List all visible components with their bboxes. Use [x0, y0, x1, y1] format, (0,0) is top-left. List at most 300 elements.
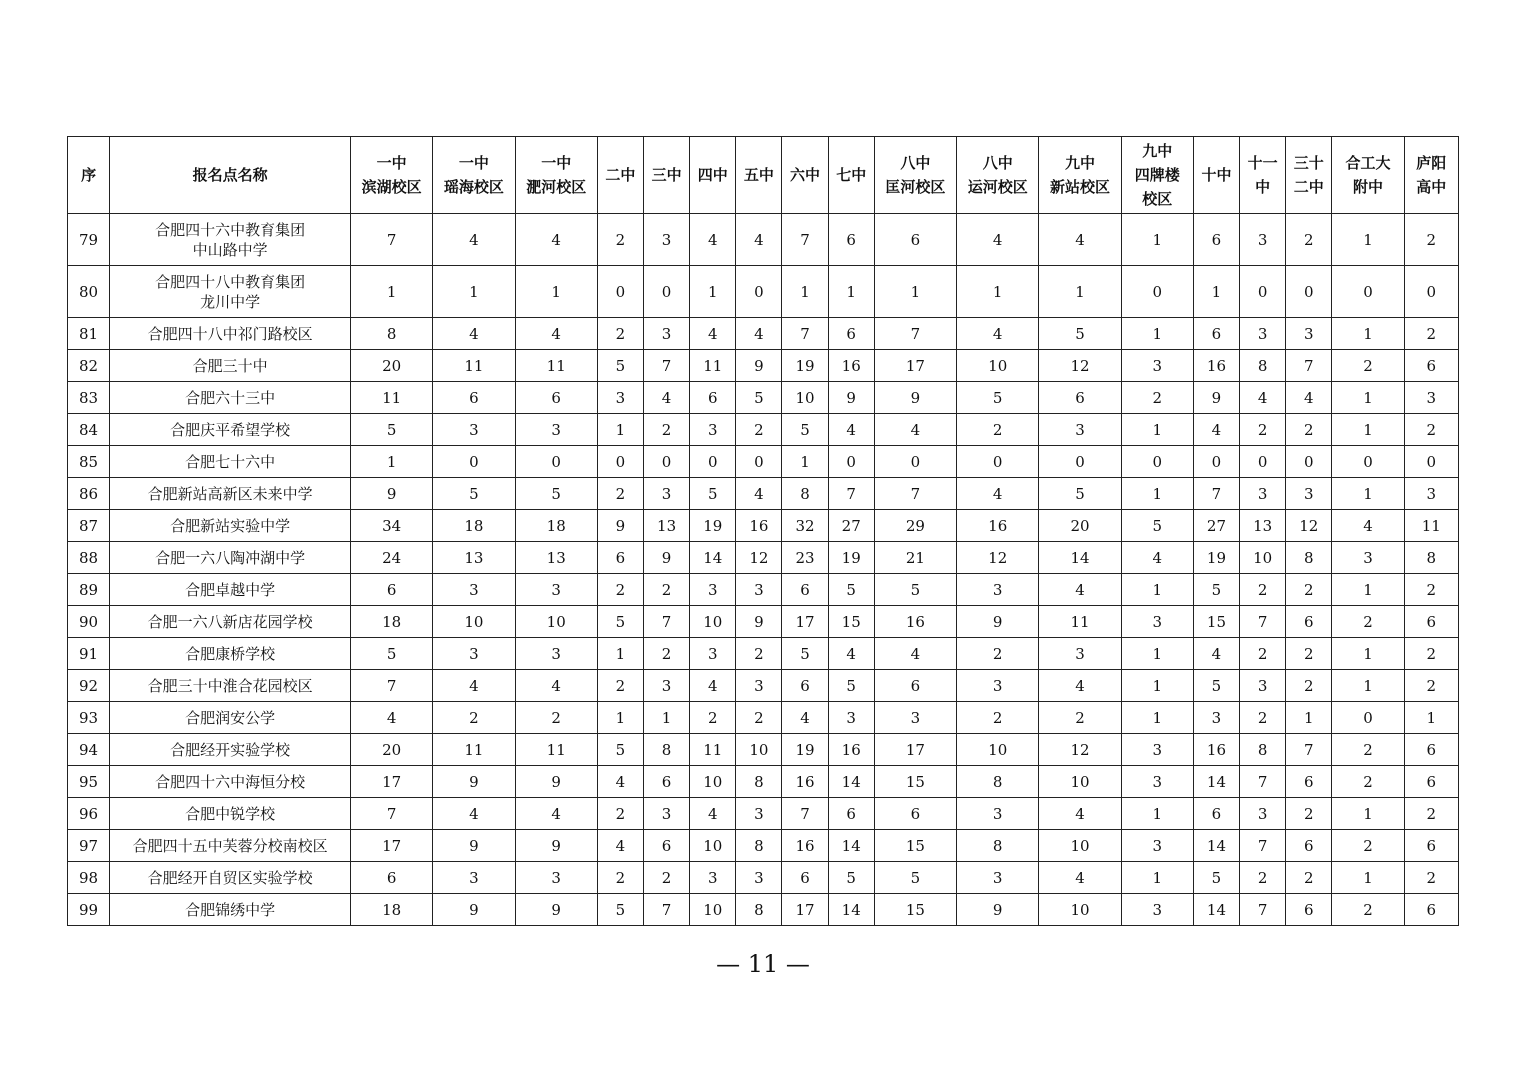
column-header: [351, 137, 433, 214]
quota-cell: 4: [597, 830, 643, 862]
quota-cell: 13: [515, 542, 597, 574]
quota-cell: 7: [1240, 830, 1286, 862]
column-header-line: 一中: [541, 154, 572, 172]
school-name: [110, 734, 351, 766]
quota-cell: 3: [1240, 214, 1286, 266]
quota-cell: 2: [1286, 862, 1332, 894]
school-name-line: 合肥庆平希望学校: [170, 420, 291, 439]
quota-cell: 6: [874, 214, 956, 266]
quota-cell: 10: [690, 606, 736, 638]
quota-cell: 16: [828, 350, 874, 382]
quota-cell: 3: [1039, 638, 1121, 670]
quota-cell: 3: [874, 702, 956, 734]
quota-cell: 1: [1121, 702, 1193, 734]
quota-cell: 12: [957, 542, 1039, 574]
quota-cell: 3: [828, 702, 874, 734]
quota-cell: 0: [736, 446, 782, 478]
quota-cell: 3: [736, 670, 782, 702]
row-number: 86: [68, 478, 110, 510]
quota-cell: 0: [515, 446, 597, 478]
quota-cell: 1: [1332, 478, 1404, 510]
quota-cell: 4: [1240, 382, 1286, 414]
table-row: [68, 478, 1459, 510]
quota-cell: 1: [1332, 214, 1404, 266]
quota-cell: 7: [351, 670, 433, 702]
quota-cell: 3: [515, 414, 597, 446]
quota-cell: 10: [1240, 542, 1286, 574]
school-name: [110, 670, 351, 702]
school-name-line: 合肥一六八新店花园学校: [147, 612, 313, 631]
column-header: [68, 137, 110, 214]
quota-cell: 3: [1240, 478, 1286, 510]
quota-cell: 3: [1193, 702, 1239, 734]
school-name: [110, 414, 351, 446]
quota-cell: 6: [1193, 798, 1239, 830]
school-name: [110, 382, 351, 414]
quota-cell: 7: [1240, 606, 1286, 638]
quota-cell: 2: [736, 638, 782, 670]
quota-cell: 7: [874, 478, 956, 510]
quota-cell: 14: [1193, 766, 1239, 798]
quota-cell: 2: [1286, 670, 1332, 702]
row-number: 79: [68, 214, 110, 266]
table-row: [68, 670, 1459, 702]
quota-cell: 1: [1404, 702, 1458, 734]
column-header: [736, 137, 782, 214]
quota-cell: 7: [874, 318, 956, 350]
quota-cell: 3: [433, 638, 515, 670]
quota-cell: 5: [597, 894, 643, 926]
quota-cell: 17: [874, 734, 956, 766]
quota-cell: 18: [515, 510, 597, 542]
row-number: 90: [68, 606, 110, 638]
quota-cell: 2: [1039, 702, 1121, 734]
table-row: [68, 446, 1459, 478]
quota-cell: 10: [957, 350, 1039, 382]
column-header: [828, 137, 874, 214]
quota-cell: 14: [690, 542, 736, 574]
quota-cell: 2: [1404, 670, 1458, 702]
quota-cell: 2: [1404, 862, 1458, 894]
quota-cell: 1: [597, 702, 643, 734]
quota-cell: 8: [351, 318, 433, 350]
quota-cell: 7: [828, 478, 874, 510]
column-header-line: 二中: [1293, 178, 1324, 196]
quota-cell: 9: [828, 382, 874, 414]
quota-cell: 4: [433, 798, 515, 830]
quota-cell: 0: [644, 266, 690, 318]
quota-cell: 7: [782, 214, 828, 266]
quota-cell: 6: [782, 574, 828, 606]
quota-cell: 6: [1404, 894, 1458, 926]
quota-cell: 0: [1332, 266, 1404, 318]
column-header-line: 一中: [376, 154, 407, 172]
quota-cell: 16: [957, 510, 1039, 542]
table-row: [68, 382, 1459, 414]
quota-cell: 1: [1121, 638, 1193, 670]
quota-cell: 16: [1193, 350, 1239, 382]
quota-cell: 32: [782, 510, 828, 542]
table-row: [68, 318, 1459, 350]
quota-cell: 6: [515, 382, 597, 414]
quota-cell: 1: [1332, 574, 1404, 606]
quota-cell: 4: [690, 798, 736, 830]
quota-cell: 8: [1240, 734, 1286, 766]
quota-cell: 6: [433, 382, 515, 414]
quota-cell: 10: [690, 766, 736, 798]
quota-cell: 3: [515, 862, 597, 894]
quota-cell: 11: [1039, 606, 1121, 638]
quota-cell: 1: [1039, 266, 1121, 318]
school-name-line: 合肥四十六中海恒分校: [155, 772, 306, 791]
quota-cell: 1: [597, 638, 643, 670]
quota-cell: 1: [351, 266, 433, 318]
school-name: [110, 318, 351, 350]
quota-cell: 0: [1286, 266, 1332, 318]
table-row: [68, 702, 1459, 734]
column-header-line: 滨湖校区: [361, 178, 422, 196]
quota-cell: 6: [351, 862, 433, 894]
column-header-line: 序: [81, 166, 97, 184]
quota-cell: 15: [874, 894, 956, 926]
quota-cell: 9: [874, 382, 956, 414]
table-row: [68, 766, 1459, 798]
quota-cell: 2: [597, 214, 643, 266]
quota-cell: 9: [957, 606, 1039, 638]
quota-cell: 1: [1121, 862, 1193, 894]
quota-cell: 0: [1332, 446, 1404, 478]
quota-cell: 8: [1240, 350, 1286, 382]
school-name-line: 合肥新站实验中学: [170, 516, 291, 535]
quota-cell: 12: [1039, 734, 1121, 766]
quota-cell: 19: [782, 734, 828, 766]
quota-cell: 12: [1039, 350, 1121, 382]
quota-cell: 2: [1286, 638, 1332, 670]
quota-cell: 2: [515, 702, 597, 734]
column-header-line: 四牌楼: [1134, 166, 1180, 184]
quota-cell: 1: [1121, 214, 1193, 266]
quota-cell: 5: [957, 382, 1039, 414]
quota-cell: 17: [782, 894, 828, 926]
quota-cell: 1: [828, 266, 874, 318]
quota-cell: 11: [515, 350, 597, 382]
quota-cell: 7: [644, 350, 690, 382]
quota-cell: 8: [1404, 542, 1458, 574]
quota-cell: 23: [782, 542, 828, 574]
quota-cell: 4: [690, 318, 736, 350]
column-header: [1286, 137, 1332, 214]
quota-cell: 14: [828, 766, 874, 798]
row-number: 97: [68, 830, 110, 862]
quota-cell: 9: [736, 350, 782, 382]
column-header-line: 七中: [836, 166, 867, 184]
quota-cell: 2: [1332, 830, 1404, 862]
quota-cell: 4: [1039, 798, 1121, 830]
quota-cell: 2: [644, 574, 690, 606]
row-number: 80: [68, 266, 110, 318]
school-name-line: 龙川中学: [200, 292, 261, 311]
quota-cell: 3: [1240, 798, 1286, 830]
row-number: 95: [68, 766, 110, 798]
quota-cell: 2: [597, 318, 643, 350]
quota-cell: 11: [1404, 510, 1458, 542]
quota-cell: 5: [828, 574, 874, 606]
quota-cell: 0: [1404, 446, 1458, 478]
column-header: [957, 137, 1039, 214]
quota-cell: 7: [1286, 734, 1332, 766]
quota-cell: 2: [433, 702, 515, 734]
column-header-line: 庐阳: [1416, 154, 1447, 172]
row-number: 84: [68, 414, 110, 446]
quota-cell: 2: [597, 670, 643, 702]
quota-cell: 0: [1039, 446, 1121, 478]
quota-cell: 5: [1039, 318, 1121, 350]
quota-cell: 2: [597, 862, 643, 894]
quota-cell: 3: [433, 414, 515, 446]
school-name: [110, 606, 351, 638]
quota-cell: 2: [957, 702, 1039, 734]
quota-cell: 1: [782, 266, 828, 318]
table-header-row: [68, 137, 1459, 214]
quota-cell: 8: [957, 830, 1039, 862]
table-row: [68, 734, 1459, 766]
quota-cell: 16: [1193, 734, 1239, 766]
quota-cell: 5: [351, 414, 433, 446]
column-header: [1240, 137, 1286, 214]
quota-cell: 4: [644, 382, 690, 414]
school-name: [110, 894, 351, 926]
quota-cell: 3: [1121, 350, 1193, 382]
quota-cell: 2: [597, 574, 643, 606]
school-name: [110, 702, 351, 734]
column-header-line: 中: [1255, 178, 1271, 196]
quota-cell: 9: [644, 542, 690, 574]
quota-cell: 12: [1286, 510, 1332, 542]
row-number: 81: [68, 318, 110, 350]
quota-cell: 34: [351, 510, 433, 542]
school-name: [110, 510, 351, 542]
quota-cell: 1: [874, 266, 956, 318]
school-name-line: 合肥七十六中: [185, 452, 276, 471]
school-name-line: 合肥四十八中祁门路校区: [147, 324, 313, 343]
column-header-line: 三十: [1293, 154, 1324, 172]
quota-cell: 14: [1193, 894, 1239, 926]
quota-cell: 1: [433, 266, 515, 318]
quota-cell: 4: [1039, 670, 1121, 702]
quota-cell: 18: [351, 606, 433, 638]
school-name: [110, 798, 351, 830]
column-header: [782, 137, 828, 214]
quota-cell: 2: [1332, 734, 1404, 766]
quota-cell: 6: [644, 766, 690, 798]
quota-cell: 16: [874, 606, 956, 638]
school-name-line: 合肥三十中: [192, 356, 268, 375]
quota-cell: 3: [1121, 734, 1193, 766]
quota-cell: 24: [351, 542, 433, 574]
quota-cell: 2: [1404, 414, 1458, 446]
quota-cell: 4: [736, 478, 782, 510]
quota-cell: 8: [1286, 542, 1332, 574]
quota-cell: 3: [644, 670, 690, 702]
column-header-line: 二中: [605, 166, 636, 184]
quota-cell: 7: [1286, 350, 1332, 382]
table-row: [68, 414, 1459, 446]
row-number: 88: [68, 542, 110, 574]
quota-cell: 7: [644, 894, 690, 926]
school-name-line: 合肥卓越中学: [185, 580, 276, 599]
quota-cell: 5: [1193, 574, 1239, 606]
quota-cell: 8: [644, 734, 690, 766]
row-number: 85: [68, 446, 110, 478]
school-name: [110, 638, 351, 670]
quota-cell: 15: [1193, 606, 1239, 638]
quota-cell: 13: [1240, 510, 1286, 542]
quota-cell: 5: [828, 862, 874, 894]
quota-cell: 3: [1121, 830, 1193, 862]
quota-cell: 2: [1332, 350, 1404, 382]
quota-cell: 9: [597, 510, 643, 542]
quota-cell: 4: [597, 766, 643, 798]
quota-cell: 3: [515, 638, 597, 670]
quota-cell: 3: [644, 478, 690, 510]
quota-cell: 17: [782, 606, 828, 638]
quota-cell: 4: [828, 414, 874, 446]
table-row: [68, 638, 1459, 670]
quota-cell: 3: [736, 798, 782, 830]
column-header-line: 附中: [1352, 178, 1383, 196]
quota-cell: 15: [874, 766, 956, 798]
quota-cell: 1: [1332, 382, 1404, 414]
row-number: 92: [68, 670, 110, 702]
quota-cell: 3: [1240, 670, 1286, 702]
quota-cell: 3: [957, 862, 1039, 894]
table-row: [68, 214, 1459, 266]
quota-cell: 7: [351, 798, 433, 830]
school-name: [110, 446, 351, 478]
quota-cell: 4: [515, 318, 597, 350]
column-header: [690, 137, 736, 214]
quota-cell: 6: [1404, 606, 1458, 638]
quota-cell: 4: [1039, 574, 1121, 606]
quota-cell: 10: [515, 606, 597, 638]
quota-cell: 15: [874, 830, 956, 862]
quota-cell: 3: [1332, 542, 1404, 574]
quota-cell: 0: [1121, 446, 1193, 478]
quota-cell: 7: [1193, 478, 1239, 510]
school-name-line: 合肥经开自贸区实验学校: [147, 868, 313, 887]
table-row: [68, 574, 1459, 606]
quota-cell: 1: [1332, 670, 1404, 702]
quota-cell: 2: [1286, 214, 1332, 266]
column-header-line: 六中: [790, 166, 821, 184]
table-row: [68, 606, 1459, 638]
quota-cell: 10: [736, 734, 782, 766]
quota-cell: 3: [957, 798, 1039, 830]
quota-cell: 1: [782, 446, 828, 478]
quota-cell: 3: [736, 574, 782, 606]
quota-cell: 6: [644, 830, 690, 862]
table-body: [68, 214, 1459, 926]
quota-cell: 9: [515, 894, 597, 926]
quota-cell: 1: [1121, 670, 1193, 702]
quota-cell: 3: [690, 574, 736, 606]
quota-cell: 2: [1332, 894, 1404, 926]
school-name-line: 合肥锦绣中学: [185, 900, 276, 919]
quota-cell: 17: [874, 350, 956, 382]
column-header-line: 十中: [1201, 166, 1232, 184]
school-name: [110, 214, 351, 266]
quota-cell: 10: [690, 830, 736, 862]
quota-cell: 3: [644, 798, 690, 830]
column-header: [433, 137, 515, 214]
quota-cell: 17: [351, 766, 433, 798]
quota-cell: 18: [433, 510, 515, 542]
column-header-line: 三中: [651, 166, 682, 184]
table-row: [68, 266, 1459, 318]
quota-cell: 2: [644, 414, 690, 446]
quota-cell: 11: [690, 734, 736, 766]
row-number: 91: [68, 638, 110, 670]
quota-cell: 0: [433, 446, 515, 478]
quota-cell: 6: [1404, 766, 1458, 798]
quota-cell: 5: [828, 670, 874, 702]
quota-cell: 6: [351, 574, 433, 606]
quota-cell: 2: [736, 414, 782, 446]
quota-cell: 0: [957, 446, 1039, 478]
quota-cell: 7: [1240, 894, 1286, 926]
column-header: [597, 137, 643, 214]
quota-cell: 3: [690, 862, 736, 894]
quota-cell: 2: [1404, 318, 1458, 350]
quota-cell: 5: [433, 478, 515, 510]
quota-cell: 3: [644, 318, 690, 350]
quota-cell: 5: [736, 382, 782, 414]
quota-cell: 2: [1404, 214, 1458, 266]
quota-cell: 3: [1404, 478, 1458, 510]
quota-cell: 9: [433, 830, 515, 862]
quota-cell: 8: [957, 766, 1039, 798]
column-header-line: 九中: [1064, 154, 1095, 172]
quota-cell: 10: [690, 894, 736, 926]
quota-cell: 3: [1286, 318, 1332, 350]
quota-cell: 1: [957, 266, 1039, 318]
column-header-line: 十一: [1247, 154, 1278, 172]
quota-cell: 2: [1286, 414, 1332, 446]
quota-cell: 2: [1332, 606, 1404, 638]
quota-cell: 11: [433, 350, 515, 382]
quota-cell: 4: [957, 478, 1039, 510]
quota-cell: 2: [1404, 798, 1458, 830]
school-name-line: 合肥一六八陶冲湖中学: [155, 548, 306, 567]
table-row: [68, 862, 1459, 894]
quota-cell: 1: [515, 266, 597, 318]
row-number: 99: [68, 894, 110, 926]
quota-cell: 20: [351, 734, 433, 766]
quota-cell: 27: [1193, 510, 1239, 542]
column-header-line: 五中: [743, 166, 774, 184]
quota-cell: 1: [1121, 414, 1193, 446]
quota-cell: 0: [597, 266, 643, 318]
quota-cell: 2: [597, 798, 643, 830]
quota-cell: 4: [782, 702, 828, 734]
quota-cell: 2: [1240, 862, 1286, 894]
quota-cell: 19: [690, 510, 736, 542]
quota-cell: 19: [1193, 542, 1239, 574]
quota-cell: 0: [736, 266, 782, 318]
quota-cell: 1: [1332, 318, 1404, 350]
quota-cell: 4: [433, 214, 515, 266]
quota-cell: 10: [433, 606, 515, 638]
